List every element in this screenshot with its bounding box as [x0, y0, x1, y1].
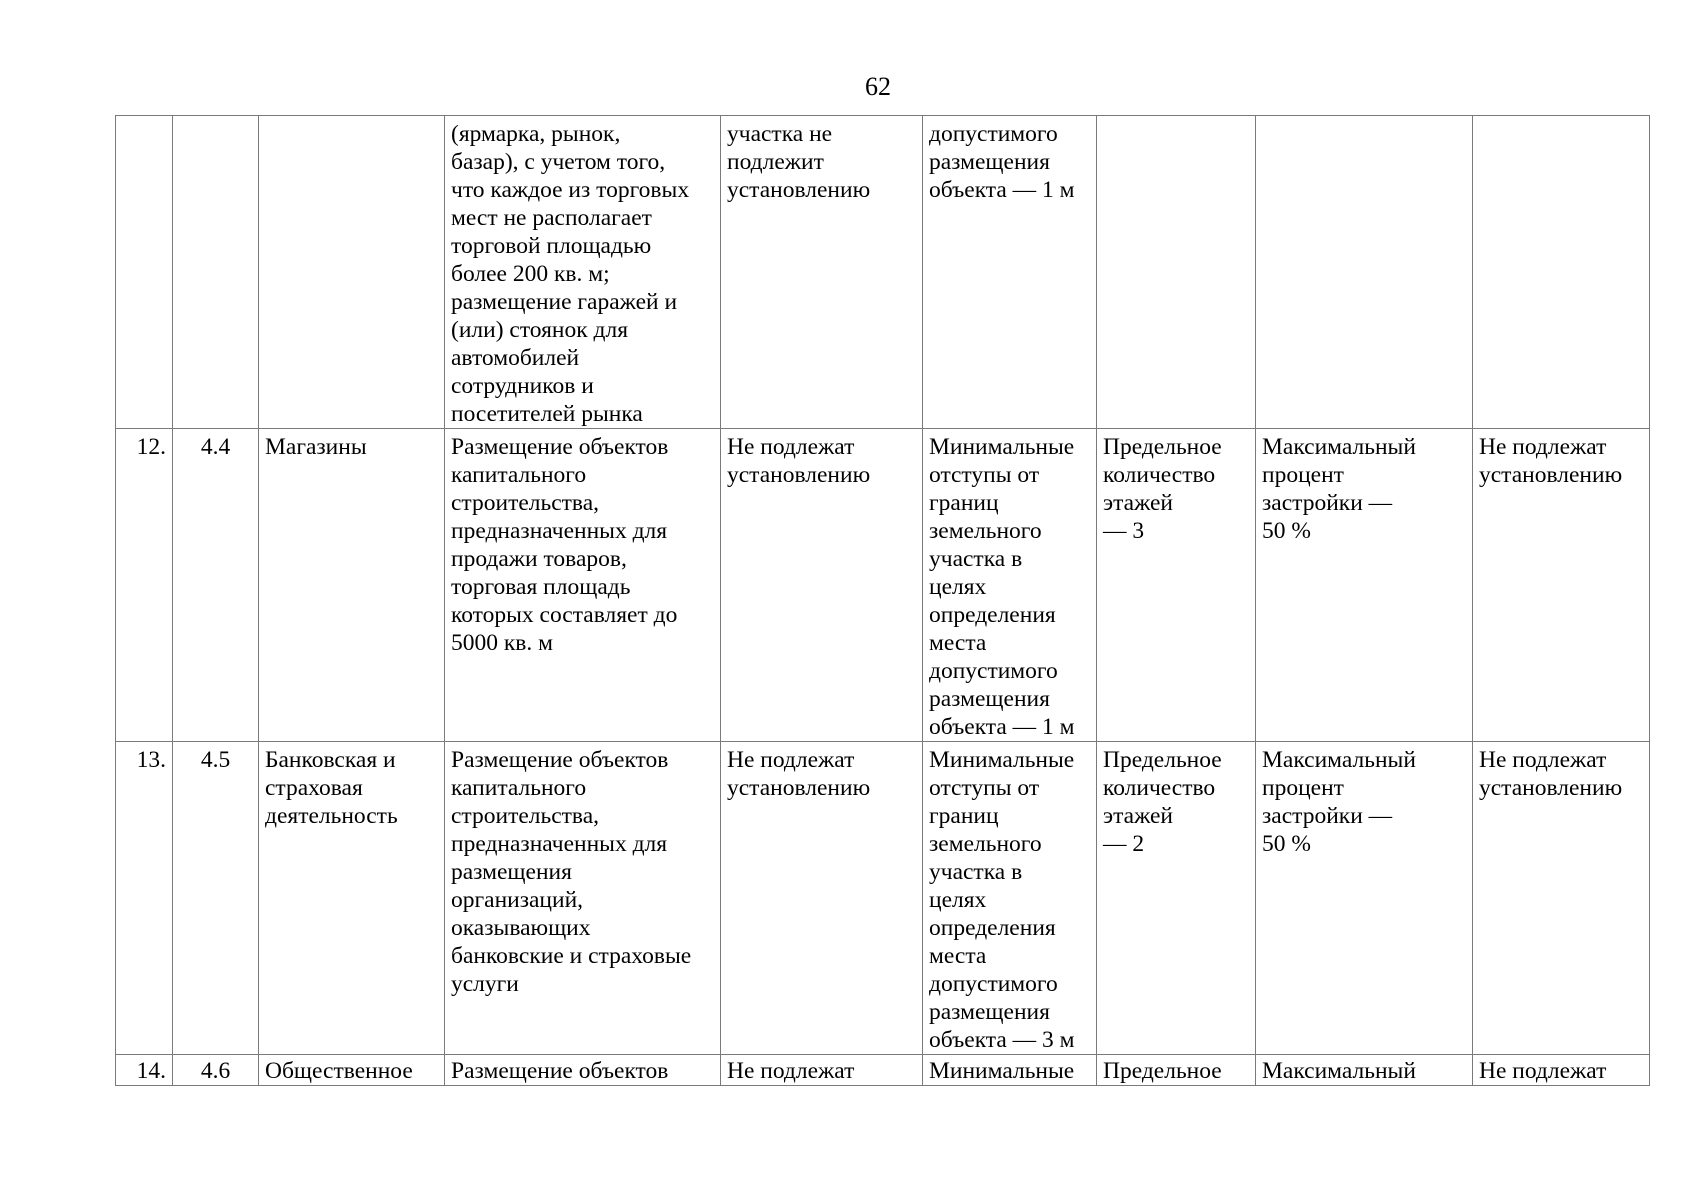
row-number [116, 116, 173, 429]
row-number: 13. [116, 742, 173, 1055]
use-name: Общественное [259, 1055, 445, 1086]
use-code [173, 116, 259, 429]
table-row [116, 1055, 1650, 1086]
floors-limit: Предельное количество этажей — 3 [1097, 429, 1256, 742]
setback-limit: Минимальные отступы от границ земельного участка в целях определения места допустимого размещения объекта — 1 м [923, 429, 1097, 742]
plot-size-limit: Не подлежат установлению [721, 742, 923, 1055]
row-number: 12. [116, 429, 173, 742]
use-description: (ярмарка, рынок, базар), с учетом того, что каждое из торговых мест не располагает торговой площадью более 200 кв. м; размещение гаражей и (или) стоянок для автомобилей сотрудников и посетителей рынка [445, 116, 721, 429]
floors-limit: Предельное количество этажей — 2 [1097, 742, 1256, 1055]
coverage-limit: Максимальный процент застройки — 50 % [1256, 742, 1473, 1055]
page-number: 62 [865, 72, 891, 101]
coverage-limit: Максимальный [1256, 1055, 1473, 1086]
use-description: Размещение объектов капитального строительства, предназначенных для размещения организаций, оказывающих банковские и страховые услуги [445, 742, 721, 1055]
floors-limit: Предельное [1097, 1055, 1256, 1086]
use-code: 4.5 [173, 742, 259, 1055]
setback-limit: Минимальные отступы от границ земельного участка в целях определения места допустимого размещения объекта — 3 м [923, 742, 1097, 1055]
regulations-table [115, 115, 1650, 1086]
other-limits: Не подлежат установлению [1473, 429, 1650, 742]
other-limits [1473, 116, 1650, 429]
plot-size-limit: участка не подлежит установлению [721, 116, 923, 429]
plot-size-limit: Не подлежат [721, 1055, 923, 1086]
use-name: Магазины [259, 429, 445, 742]
row-number: 14. [116, 1055, 173, 1086]
plot-size-limit: Не подлежат установлению [721, 429, 923, 742]
use-code: 4.6 [173, 1055, 259, 1086]
other-limits: Не подлежат [1473, 1055, 1650, 1086]
other-limits: Не подлежат установлению [1473, 742, 1650, 1055]
floors-limit [1097, 116, 1256, 429]
use-description: Размещение объектов капитального строительства, предназначенных для продажи товаров, торговая площадь которых составляет до 5000 кв. м [445, 429, 721, 742]
setback-limit: Минимальные [923, 1055, 1097, 1086]
use-description: Размещение объектов [445, 1055, 721, 1086]
setback-limit: допустимого размещения объекта — 1 м [923, 116, 1097, 429]
table-row [116, 429, 1650, 742]
use-name [259, 116, 445, 429]
coverage-limit [1256, 116, 1473, 429]
use-name: Банковская и страховая деятельность [259, 742, 445, 1055]
table-row [116, 116, 1650, 429]
use-code: 4.4 [173, 429, 259, 742]
table-row [116, 742, 1650, 1055]
coverage-limit: Максимальный процент застройки — 50 % [1256, 429, 1473, 742]
